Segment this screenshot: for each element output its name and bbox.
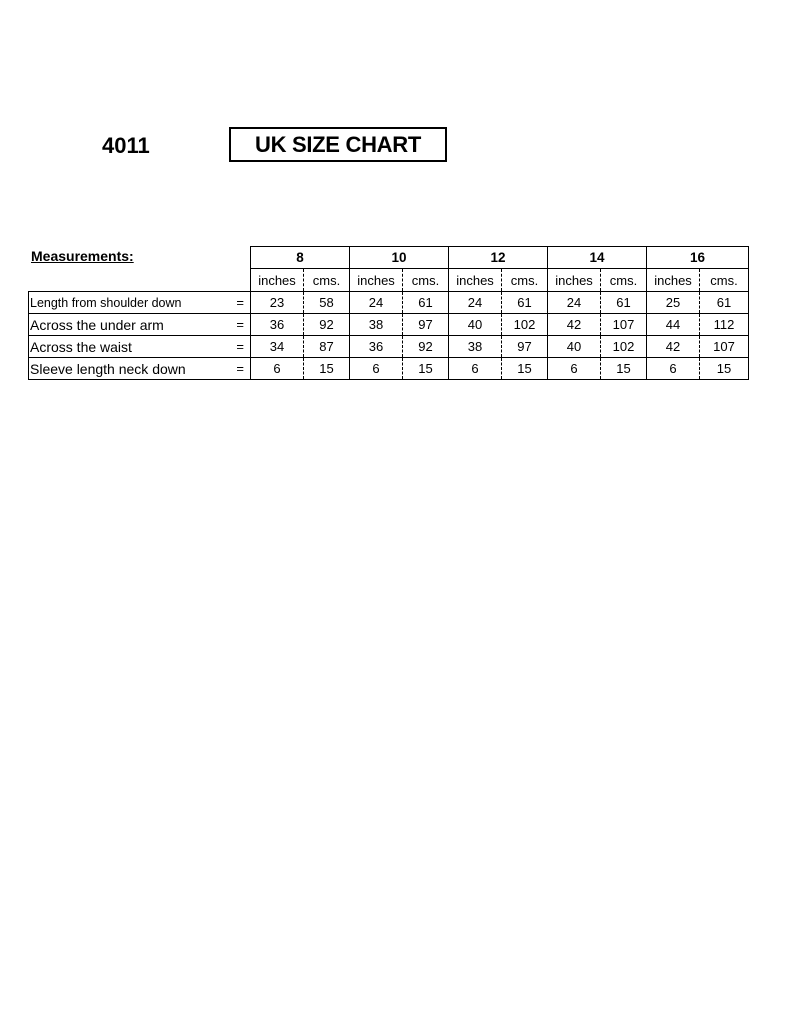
table-cell: 112 (700, 314, 749, 336)
size-header: 8 (251, 247, 350, 269)
table-cell: 15 (502, 358, 548, 380)
table-cell: 42 (548, 314, 601, 336)
table-cell: 87 (304, 336, 350, 358)
table-cell: 61 (700, 292, 749, 314)
size-header-row (251, 247, 749, 269)
table-cell: 6 (350, 358, 403, 380)
table-cell: 36 (350, 336, 403, 358)
unit-header-inches: inches (548, 269, 601, 292)
unit-header-inches: inches (449, 269, 502, 292)
table-cell: 25 (647, 292, 700, 314)
table-cell: 24 (548, 292, 601, 314)
table-cell: 42 (647, 336, 700, 358)
table-cell: 40 (449, 314, 502, 336)
label-column-bottom-border (28, 379, 250, 380)
row-label-text: Length from shoulder down (30, 295, 182, 310)
unit-header-cms: cms. (403, 269, 449, 292)
table-cell: 23 (251, 292, 304, 314)
table-cell: 15 (601, 358, 647, 380)
row-label (28, 335, 250, 357)
table-cell: 107 (601, 314, 647, 336)
table-cell: 61 (502, 292, 548, 314)
unit-header-inches: inches (647, 269, 700, 292)
unit-header-cms: cms. (502, 269, 548, 292)
size-table (250, 246, 749, 380)
unit-header-row (251, 269, 749, 292)
table-cell: 102 (502, 314, 548, 336)
table-row (251, 314, 749, 336)
table-cell: 15 (403, 358, 449, 380)
table-cell: 36 (251, 314, 304, 336)
table-cell: 97 (502, 336, 548, 358)
product-code: 4011 (102, 133, 150, 158)
unit-header-cms: cms. (601, 269, 647, 292)
unit-header-inches: inches (251, 269, 304, 292)
table-cell: 107 (700, 336, 749, 358)
table-cell: 24 (350, 292, 403, 314)
unit-header-cms: cms. (304, 269, 350, 292)
size-header: 16 (647, 247, 749, 269)
row-label (28, 313, 250, 335)
table-cell: 6 (548, 358, 601, 380)
table-cell: 97 (403, 314, 449, 336)
page-title: UK SIZE CHART (229, 127, 447, 162)
size-header: 10 (350, 247, 449, 269)
equals-sign: = (236, 317, 244, 332)
equals-sign: = (236, 361, 244, 376)
table-cell: 6 (647, 358, 700, 380)
unit-header-cms: cms. (700, 269, 749, 292)
table-cell: 6 (449, 358, 502, 380)
row-label-text: Sleeve length neck down (30, 360, 186, 377)
table-row (251, 292, 749, 314)
row-label-text: Across the under arm (30, 316, 164, 333)
unit-header-inches: inches (350, 269, 403, 292)
size-header: 12 (449, 247, 548, 269)
size-header: 14 (548, 247, 647, 269)
row-label (28, 357, 250, 379)
table-cell: 34 (251, 336, 304, 358)
equals-sign: = (236, 339, 244, 354)
table-cell: 38 (350, 314, 403, 336)
table-cell: 40 (548, 336, 601, 358)
row-label (28, 291, 250, 313)
table-cell: 61 (601, 292, 647, 314)
table-cell: 102 (601, 336, 647, 358)
measurements-label: Measurements: (31, 248, 134, 264)
equals-sign: = (236, 295, 244, 310)
table-cell: 92 (403, 336, 449, 358)
table-cell: 61 (403, 292, 449, 314)
table-row (251, 358, 749, 380)
table-cell: 15 (304, 358, 350, 380)
table-cell: 24 (449, 292, 502, 314)
table-cell: 6 (251, 358, 304, 380)
table-cell: 38 (449, 336, 502, 358)
table-row (251, 336, 749, 358)
table-cell: 44 (647, 314, 700, 336)
row-label-text: Across the waist (30, 338, 132, 355)
table-cell: 15 (700, 358, 749, 380)
table-cell: 92 (304, 314, 350, 336)
table-cell: 58 (304, 292, 350, 314)
